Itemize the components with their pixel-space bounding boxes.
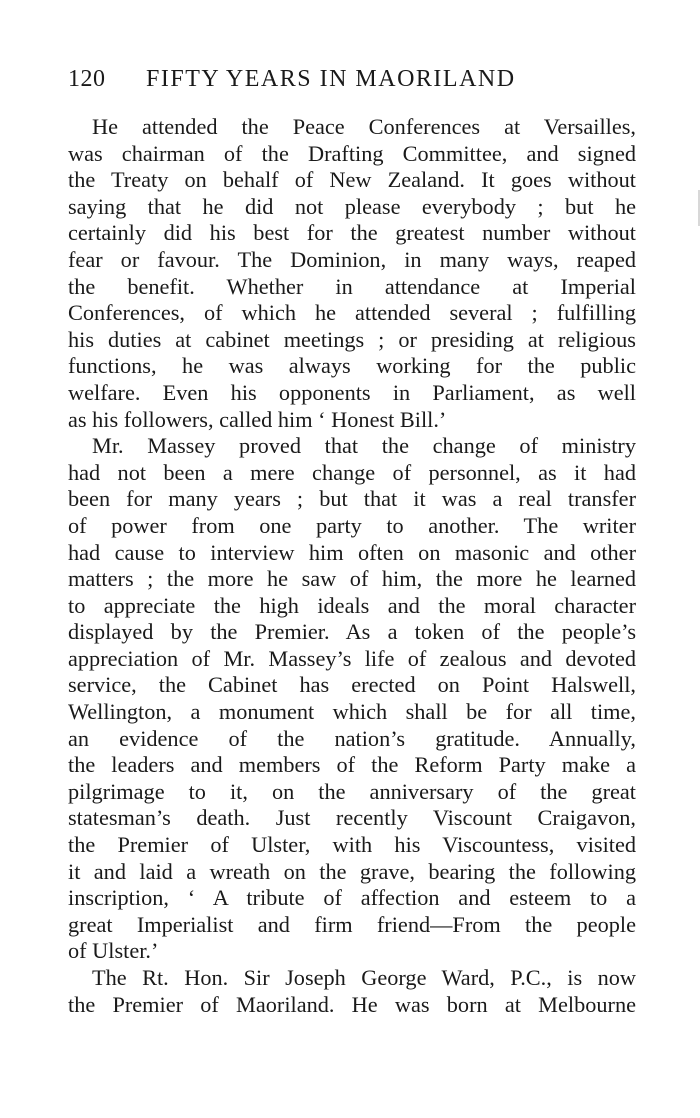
text-line: of Ulster.’ [68,938,159,964]
text-line: He attended the Peace Conferences at Versailles, [92,114,636,139]
text-line: functions, he was always working for the public [68,353,636,379]
text-line: the leaders and members of the Reform Party make a [68,752,636,778]
text-line: an evidence of the nation’s gratitude. Annually, [68,725,636,751]
text-line: it and laid a wreath on the grave, bearing the following [68,858,636,884]
text-line: had not been a mere change of personnel, as it had [68,459,636,485]
text-line: the benefit. Whether in attendance at Imperial [68,273,636,299]
running-title: FIFTY YEARS IN MAORILAND [146,66,516,92]
text-line: service, the Cabinet has erected on Point Halswell, [68,672,636,698]
text-line: as his followers, called him ‘ Honest Bill.’ [68,406,447,432]
page-number: 120 [68,66,106,92]
running-head [68,66,648,98]
text-line: to appreciate the high ideals and the moral character [68,592,636,618]
text-line: been for many years ; but that it was a real transfer [68,486,636,512]
text-line: Mr. Massey proved that the change of ministry [92,433,636,459]
text-line: was chairman of the Drafting Committee, and signed [68,140,636,166]
text-line: pilgrimage to it, on the anniversary of the great [68,778,636,804]
body-text [68,114,636,1018]
text-line: displayed by the Premier. As a token of the people’s [68,619,636,645]
text-line: matters ; the more he saw of him, the more he learned [68,566,636,592]
text-line: The Rt. Hon. Sir Joseph George Ward, P.C., is now [92,965,636,990]
text-line: the Treaty on behalf of New Zealand. It goes without [68,167,636,193]
text-line: saying that he did not please everybody ; but he [68,193,636,219]
text-line: had cause to interview him often on masonic and other [68,539,636,565]
text-line: Wellington, a monument which shall be for all time, [68,699,636,725]
text-line: statesman’s death. Just recently Viscount Craigavon, [68,805,636,831]
text-line: the Premier of Ulster, with his Viscountess, visited [68,832,636,858]
text-line: great Imperialist and firm friend—From the people [68,911,636,937]
text-line: inscription, ‘ A tribute of affection and esteem to a [68,885,636,911]
text-line: welfare. Even his opponents in Parliament, as well [68,379,636,405]
text-line: his duties at cabinet meetings ; or presiding at religious [68,326,636,352]
text-line: certainly did his best for the greatest number without [68,220,636,246]
text-line: of power from one party to another. The writer [68,512,636,538]
text-line: fear or favour. The Dominion, in many ways, reaped [68,246,636,272]
text-line: the Premier of Maoriland. He was born at Melbourne [68,991,636,1017]
text-line: Conferences, of which he attended several ; fulfilling [68,300,636,326]
text-line: appreciation of Mr. Massey’s life of zealous and devoted [68,645,636,671]
